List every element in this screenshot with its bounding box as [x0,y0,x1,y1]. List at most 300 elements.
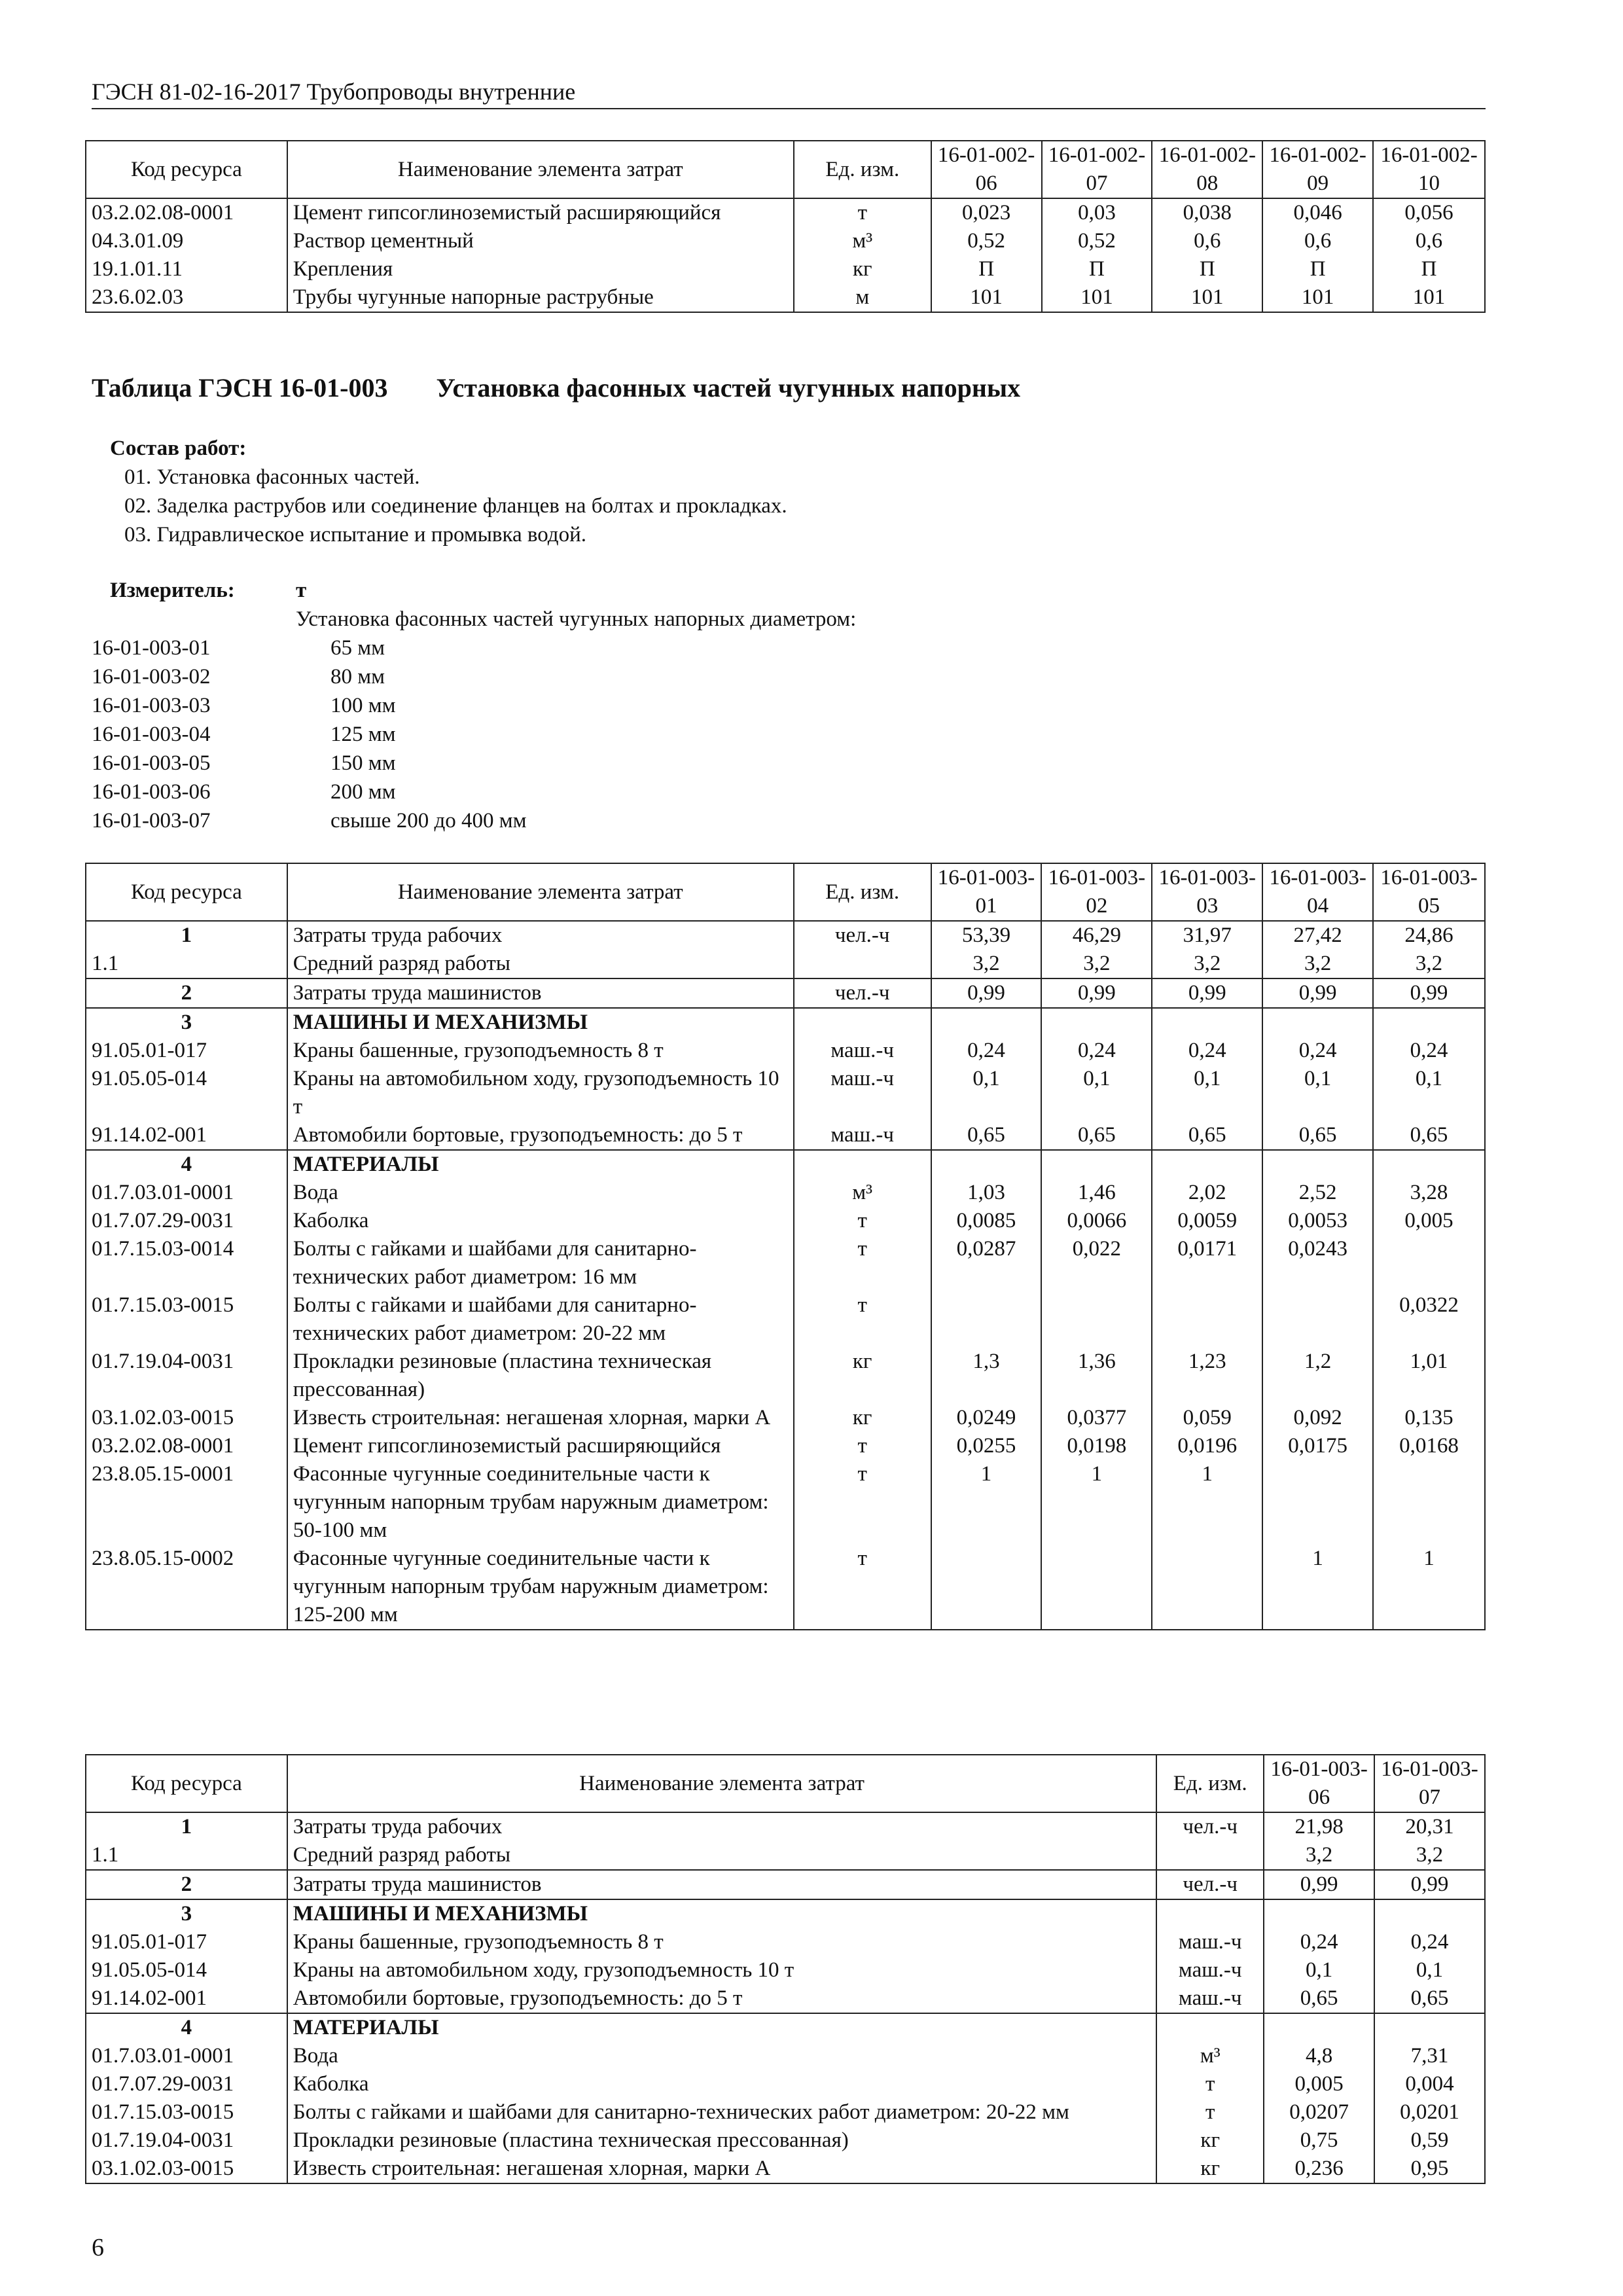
resource-code: 91.05.05-014 [86,1956,287,1984]
resource-table-002 [85,140,1486,313]
unit: т [794,198,931,227]
unit: чел.-ч [1156,1870,1264,1899]
value-cell [1152,1150,1262,1179]
table-header-row [86,1755,1485,1812]
works-list [124,463,787,549]
item-row [92,662,877,691]
unit: т [794,1207,931,1235]
value-cell: 0,65 [1264,1984,1374,2013]
value-cell [1152,1291,1262,1348]
value-cell [931,1291,1042,1348]
value-cell [1041,1008,1152,1037]
value-cell: 1 [1373,1545,1485,1630]
item-code: 16-01-003-06 [92,780,211,804]
unit: м³ [1156,2042,1264,2070]
value-cell: 1,23 [1152,1348,1262,1404]
item-row [92,720,877,749]
value-cell: 1 [931,1460,1042,1545]
resource-code: 91.14.02-001 [86,1984,287,2013]
resource-code: 04.3.01.09 [86,227,287,255]
value-cell [1374,2013,1485,2042]
resource-name: Каболка [287,1207,794,1235]
value-cell: 0,0053 [1262,1207,1373,1235]
value-cell: 0,65 [1374,1984,1485,2013]
column-header-name: Наименование элемента затрат [287,863,794,921]
column-header-rate: 16-01-003-03 [1152,863,1262,921]
value-cell: 0,52 [1042,227,1152,255]
value-cell: П [1152,255,1262,283]
resource-name: Средний разряд работы [287,950,794,978]
value-cell [1041,1291,1152,1348]
resource-code: 01.7.19.04-0031 [86,2126,287,2155]
unit: кг [1156,2126,1264,2155]
resource-name: Автомобили бортовые, грузоподъемность: до 5 т [287,1984,1156,2013]
value-cell [1264,1899,1374,1928]
value-cell: 0,005 [1373,1207,1485,1235]
resource-name: МАТЕРИАЛЫ [287,1150,794,1179]
item-row [92,778,877,806]
column-header-name: Наименование элемента затрат [287,141,794,198]
value-cell: 3,2 [1374,1841,1485,1870]
value-cell: 0,0168 [1373,1432,1485,1460]
table-row [86,1432,1485,1460]
value-cell: 0,0377 [1041,1404,1152,1432]
unit: кг [1156,2155,1264,2183]
resource-name: Известь строительная: негашеная хлорная, марки А [287,1404,794,1432]
table-row [86,978,1485,1008]
value-cell: 1,03 [931,1179,1042,1207]
value-cell: 0,1 [1041,1065,1152,1121]
table-row [86,1348,1485,1404]
value-cell [1041,1545,1152,1630]
table-row [86,1207,1485,1235]
table-row [86,1899,1485,1928]
table-row [86,2155,1485,2183]
resource-code: 01.7.15.03-0015 [86,2098,287,2126]
table-title-code: Таблица ГЭСН 16-01-003 [92,373,388,403]
resource-name: Вода [287,2042,1156,2070]
resource-code: 4 [86,2013,287,2042]
item-row [92,749,877,778]
resource-name: Затраты труда рабочих [287,921,794,950]
column-header-code: Код ресурса [86,1755,287,1812]
value-cell: 0,0066 [1041,1207,1152,1235]
resource-name: Краны на автомобильном ходу, грузоподъемность 10 т [287,1065,794,1121]
resource-code: 1 [86,1812,287,1841]
page-number: 6 [92,2234,104,2261]
resource-code: 01.7.15.03-0015 [86,1291,287,1348]
resource-name: Прокладки резиновые (пластина техническая прессованная) [287,2126,1156,2155]
value-cell: 0,65 [931,1121,1042,1150]
value-cell: 0,65 [1262,1121,1373,1150]
resource-code: 91.05.01-017 [86,1037,287,1065]
value-cell: 0,24 [1373,1037,1485,1065]
table-row [86,1121,1485,1150]
value-cell: 7,31 [1374,2042,1485,2070]
value-cell: 20,31 [1374,1812,1485,1841]
resource-code: 03.1.02.03-0015 [86,2155,287,2183]
table-row [86,1008,1485,1037]
value-cell: 0,6 [1152,227,1262,255]
value-cell: 0,1 [1152,1065,1262,1121]
value-cell [931,1008,1042,1037]
resource-name: Крепления [287,255,794,283]
table-row [86,950,1485,978]
value-cell: 101 [1152,283,1262,312]
value-cell: 0,046 [1262,198,1373,227]
resource-code: 01.7.15.03-0014 [86,1235,287,1291]
value-cell [1264,2013,1374,2042]
resource-code: 1.1 [86,950,287,978]
resource-name: МАШИНЫ И МЕХАНИЗМЫ [287,1899,1156,1928]
table-row [86,921,1485,950]
unit: т [794,1291,931,1348]
value-cell: 0,004 [1374,2070,1485,2098]
resource-name: Краны на автомобильном ходу, грузоподъемность 10 т [287,1956,1156,1984]
header-rule [92,108,1486,109]
value-cell: 0,022 [1041,1235,1152,1291]
value-cell: 0,0255 [931,1432,1042,1460]
value-cell: 2,02 [1152,1179,1262,1207]
value-cell: 0,95 [1374,2155,1485,2183]
unit [794,1008,931,1037]
unit: маш.-ч [1156,1928,1264,1956]
value-cell: 101 [1042,283,1152,312]
resource-name: Фасонные чугунные соединительные части к чугунным напорным трубам наружным диаметром: 125-200 мм [287,1545,794,1630]
resource-name: Краны башенные, грузоподъемность 8 т [287,1928,1156,1956]
table-row [86,255,1485,283]
table-row [86,1404,1485,1432]
resource-name: Затраты труда рабочих [287,1812,1156,1841]
resource-table-003-b [85,1754,1486,2184]
value-cell [1152,1545,1262,1630]
value-cell: 27,42 [1262,921,1373,950]
resource-code: 01.7.03.01-0001 [86,2042,287,2070]
unit: т [794,1545,931,1630]
value-cell: 0,0322 [1373,1291,1485,1348]
value-cell: 0,03 [1042,198,1152,227]
unit [794,1150,931,1179]
resource-code: 3 [86,1899,287,1928]
value-cell: 0,99 [1152,978,1262,1008]
unit [1156,1899,1264,1928]
table-row [86,1460,1485,1545]
unit: маш.-ч [794,1121,931,1150]
resource-name: Фасонные чугунные соединительные части к чугунным напорным трубам наружным диаметром: 50-100 мм [287,1460,794,1545]
table-row [86,1291,1485,1348]
unit: т [794,1460,931,1545]
table-row [86,1545,1485,1630]
unit: т [794,1235,931,1291]
work-item: 01. Установка фасонных частей. [124,465,420,489]
meter-unit: т [296,579,307,602]
value-cell: 0,0207 [1264,2098,1374,2126]
value-cell [1373,1460,1485,1545]
table-row [86,198,1485,227]
resource-code: 2 [86,978,287,1008]
unit: кг [794,1348,931,1404]
value-cell: 0,99 [1373,978,1485,1008]
resource-code: 4 [86,1150,287,1179]
item-text: свыше 200 до 400 мм [330,809,527,833]
value-cell: 0,99 [1262,978,1373,1008]
column-header-code: Код ресурса [86,863,287,921]
value-cell: 1,36 [1041,1348,1152,1404]
value-cell: 0,0059 [1152,1207,1262,1235]
value-cell: 101 [1373,283,1485,312]
resource-name: Затраты труда машинистов [287,978,794,1008]
value-cell: 0,023 [931,198,1042,227]
value-cell: П [1262,255,1373,283]
value-cell: 0,0201 [1374,2098,1485,2126]
unit [794,950,931,978]
value-cell: 3,2 [1262,950,1373,978]
unit: чел.-ч [794,921,931,950]
resource-code: 03.2.02.08-0001 [86,198,287,227]
value-cell: П [1042,255,1152,283]
value-cell: 0,1 [1262,1065,1373,1121]
value-cell: 21,98 [1264,1812,1374,1841]
value-cell: 0,75 [1264,2126,1374,2155]
resource-name: Вода [287,1179,794,1207]
column-header-rate: 16-01-002-06 [931,141,1042,198]
column-header-rate: 16-01-002-07 [1042,141,1152,198]
value-cell: 0,99 [1374,1870,1485,1899]
value-cell: 0,0085 [931,1207,1042,1235]
resource-name: Болты с гайками и шайбами для санитарно-технических работ диаметром: 20-22 мм [287,1291,794,1348]
value-cell: 0,99 [931,978,1042,1008]
resource-name: Болты с гайками и шайбами для санитарно-технических работ диаметром: 16 мм [287,1235,794,1291]
unit: т [1156,2098,1264,2126]
resource-name: Трубы чугунные напорные раструбные [287,283,794,312]
column-header-unit: Ед. изм. [1156,1755,1264,1812]
value-cell: 1 [1262,1545,1373,1630]
value-cell: 1,01 [1373,1348,1485,1404]
resource-code: 91.14.02-001 [86,1121,287,1150]
running-header: ГЭСН 81-02-16-2017 Трубопроводы внутренние [92,79,576,105]
resource-name: Затраты труда машинистов [287,1870,1156,1899]
table-title-text: Установка фасонных частей чугунных напорных [436,373,1021,403]
item-text: 80 мм [330,665,385,689]
resource-name: Прокладки резиновые (пластина техническая прессованная) [287,1348,794,1404]
value-cell [1262,1460,1373,1545]
column-header-unit: Ед. изм. [794,863,931,921]
resource-code: 23.8.05.15-0002 [86,1545,287,1630]
value-cell: 1 [1041,1460,1152,1545]
value-cell: 1,2 [1262,1348,1373,1404]
value-cell: 3,2 [1373,950,1485,978]
resource-name: МАТЕРИАЛЫ [287,2013,1156,2042]
value-cell: 0,1 [1374,1956,1485,1984]
table-row [86,1179,1485,1207]
value-cell: 4,8 [1264,2042,1374,2070]
value-cell [931,1545,1042,1630]
resource-name: Цемент гипсоглиноземистый расширяющийся [287,198,794,227]
value-cell: 0,24 [1264,1928,1374,1956]
value-cell [1262,1291,1373,1348]
value-cell: П [1373,255,1485,283]
unit: т [1156,2070,1264,2098]
table-row [86,2070,1485,2098]
value-cell: 0,0196 [1152,1432,1262,1460]
table-row [86,1037,1485,1065]
column-header-rate: 16-01-003-05 [1373,863,1485,921]
value-cell: 1,3 [931,1348,1042,1404]
resource-name: Средний разряд работы [287,1841,1156,1870]
item-row [92,806,877,835]
resource-code: 2 [86,1870,287,1899]
value-cell: 0,99 [1264,1870,1374,1899]
table-row [86,2042,1485,2070]
item-text: 200 мм [330,780,396,804]
item-text: 100 мм [330,694,396,717]
resource-code: 23.6.02.03 [86,283,287,312]
table-row [86,1150,1485,1179]
resource-code: 91.05.01-017 [86,1928,287,1956]
value-cell [1373,1235,1485,1291]
unit: кг [794,1404,931,1432]
unit: м [794,283,931,312]
item-code: 16-01-003-01 [92,636,211,660]
table-row [86,2013,1485,2042]
resource-code: 03.1.02.03-0015 [86,1404,287,1432]
resource-name: МАШИНЫ И МЕХАНИЗМЫ [287,1008,794,1037]
value-cell: 0,135 [1373,1404,1485,1432]
value-cell: 0,059 [1152,1404,1262,1432]
value-cell [1262,1150,1373,1179]
table-row [86,227,1485,255]
resource-code: 01.7.07.29-0031 [86,1207,287,1235]
unit: чел.-ч [794,978,931,1008]
value-cell: 53,39 [931,921,1042,950]
resource-code: 1 [86,921,287,950]
table-header-row [86,863,1485,921]
table-row [86,2098,1485,2126]
table-row [86,1870,1485,1899]
column-header-name: Наименование элемента затрат [287,1755,1156,1812]
value-cell: 0,65 [1041,1121,1152,1150]
unit: чел.-ч [1156,1812,1264,1841]
value-cell: 0,0198 [1041,1432,1152,1460]
value-cell [1373,1150,1485,1179]
resource-table-003-a [85,863,1486,1630]
value-cell: 0,24 [1152,1037,1262,1065]
resource-code: 01.7.07.29-0031 [86,2070,287,2098]
column-header-rate: 16-01-002-10 [1373,141,1485,198]
item-code: 16-01-003-04 [92,723,211,746]
table-row [86,1235,1485,1291]
resource-name: Краны башенные, грузоподъемность 8 т [287,1037,794,1065]
table-row [86,1812,1485,1841]
resource-name: Каболка [287,2070,1156,2098]
item-row [92,691,877,720]
value-cell: 101 [1262,283,1373,312]
table-row [86,1984,1485,2013]
resource-name: Цемент гипсоглиноземистый расширяющийся [287,1432,794,1460]
value-cell: 0,52 [931,227,1042,255]
table-header-row [86,141,1485,198]
value-cell: 0,056 [1373,198,1485,227]
value-cell: 0,6 [1262,227,1373,255]
value-cell: 0,038 [1152,198,1262,227]
item-text: 150 мм [330,751,396,775]
column-header-rate: 16-01-002-09 [1262,141,1373,198]
value-cell: 1 [1152,1460,1262,1545]
value-cell: 0,59 [1374,2126,1485,2155]
value-cell: П [931,255,1042,283]
unit: маш.-ч [1156,1956,1264,1984]
resource-code: 03.2.02.08-0001 [86,1432,287,1460]
value-cell: 0,24 [1041,1037,1152,1065]
item-row [92,634,877,662]
resource-code: 1.1 [86,1841,287,1870]
value-cell [1374,1899,1485,1928]
item-code: 16-01-003-07 [92,809,211,833]
column-header-rate: 16-01-003-01 [931,863,1042,921]
value-cell: 3,2 [1264,1841,1374,1870]
item-list [92,634,877,835]
value-cell: 24,86 [1373,921,1485,950]
value-cell: 0,6 [1373,227,1485,255]
item-text: 125 мм [330,723,396,746]
value-cell: 0,24 [931,1037,1042,1065]
meter-label: Измеритель: [110,579,235,602]
value-cell: 2,52 [1262,1179,1373,1207]
unit: маш.-ч [794,1065,931,1121]
value-cell [1152,1008,1262,1037]
value-cell: 0,1 [1373,1065,1485,1121]
column-header-rate: 16-01-003-06 [1264,1755,1374,1812]
column-header-rate: 16-01-003-07 [1374,1755,1485,1812]
table-row [86,283,1485,312]
unit [1156,1841,1264,1870]
item-code: 16-01-003-03 [92,694,211,717]
item-code: 16-01-003-02 [92,665,211,689]
resource-name: Раствор цементный [287,227,794,255]
resource-name: Известь строительная: негашеная хлорная, марки А [287,2155,1156,2183]
value-cell: 0,1 [1264,1956,1374,1984]
table-title [92,372,1020,404]
table-row [86,1841,1485,1870]
value-cell [1041,1150,1152,1179]
item-text: 65 мм [330,636,385,660]
value-cell: 3,2 [1041,950,1152,978]
column-header-rate: 16-01-003-04 [1262,863,1373,921]
value-cell: 0,092 [1262,1404,1373,1432]
unit: маш.-ч [1156,1984,1264,2013]
value-cell: 3,2 [931,950,1042,978]
table-row [86,1928,1485,1956]
value-cell: 0,0249 [931,1404,1042,1432]
resource-code: 01.7.19.04-0031 [86,1348,287,1404]
resource-code: 19.1.01.11 [86,255,287,283]
resource-code: 23.8.05.15-0001 [86,1460,287,1545]
meter-description: Установка фасонных частей чугунных напорных диаметром: [296,607,857,631]
value-cell: 0,24 [1262,1037,1373,1065]
value-cell: 0,65 [1152,1121,1262,1150]
resource-name: Автомобили бортовые, грузоподъемность: до 5 т [287,1121,794,1150]
unit: кг [794,255,931,283]
resource-code: 91.05.05-014 [86,1065,287,1121]
value-cell: 3,28 [1373,1179,1485,1207]
value-cell [1373,1008,1485,1037]
value-cell: 1,46 [1041,1179,1152,1207]
works-label: Состав работ: [110,437,247,460]
value-cell: 0,0243 [1262,1235,1373,1291]
column-header-rate: 16-01-002-08 [1152,141,1262,198]
value-cell: 0,005 [1264,2070,1374,2098]
unit: м³ [794,227,931,255]
